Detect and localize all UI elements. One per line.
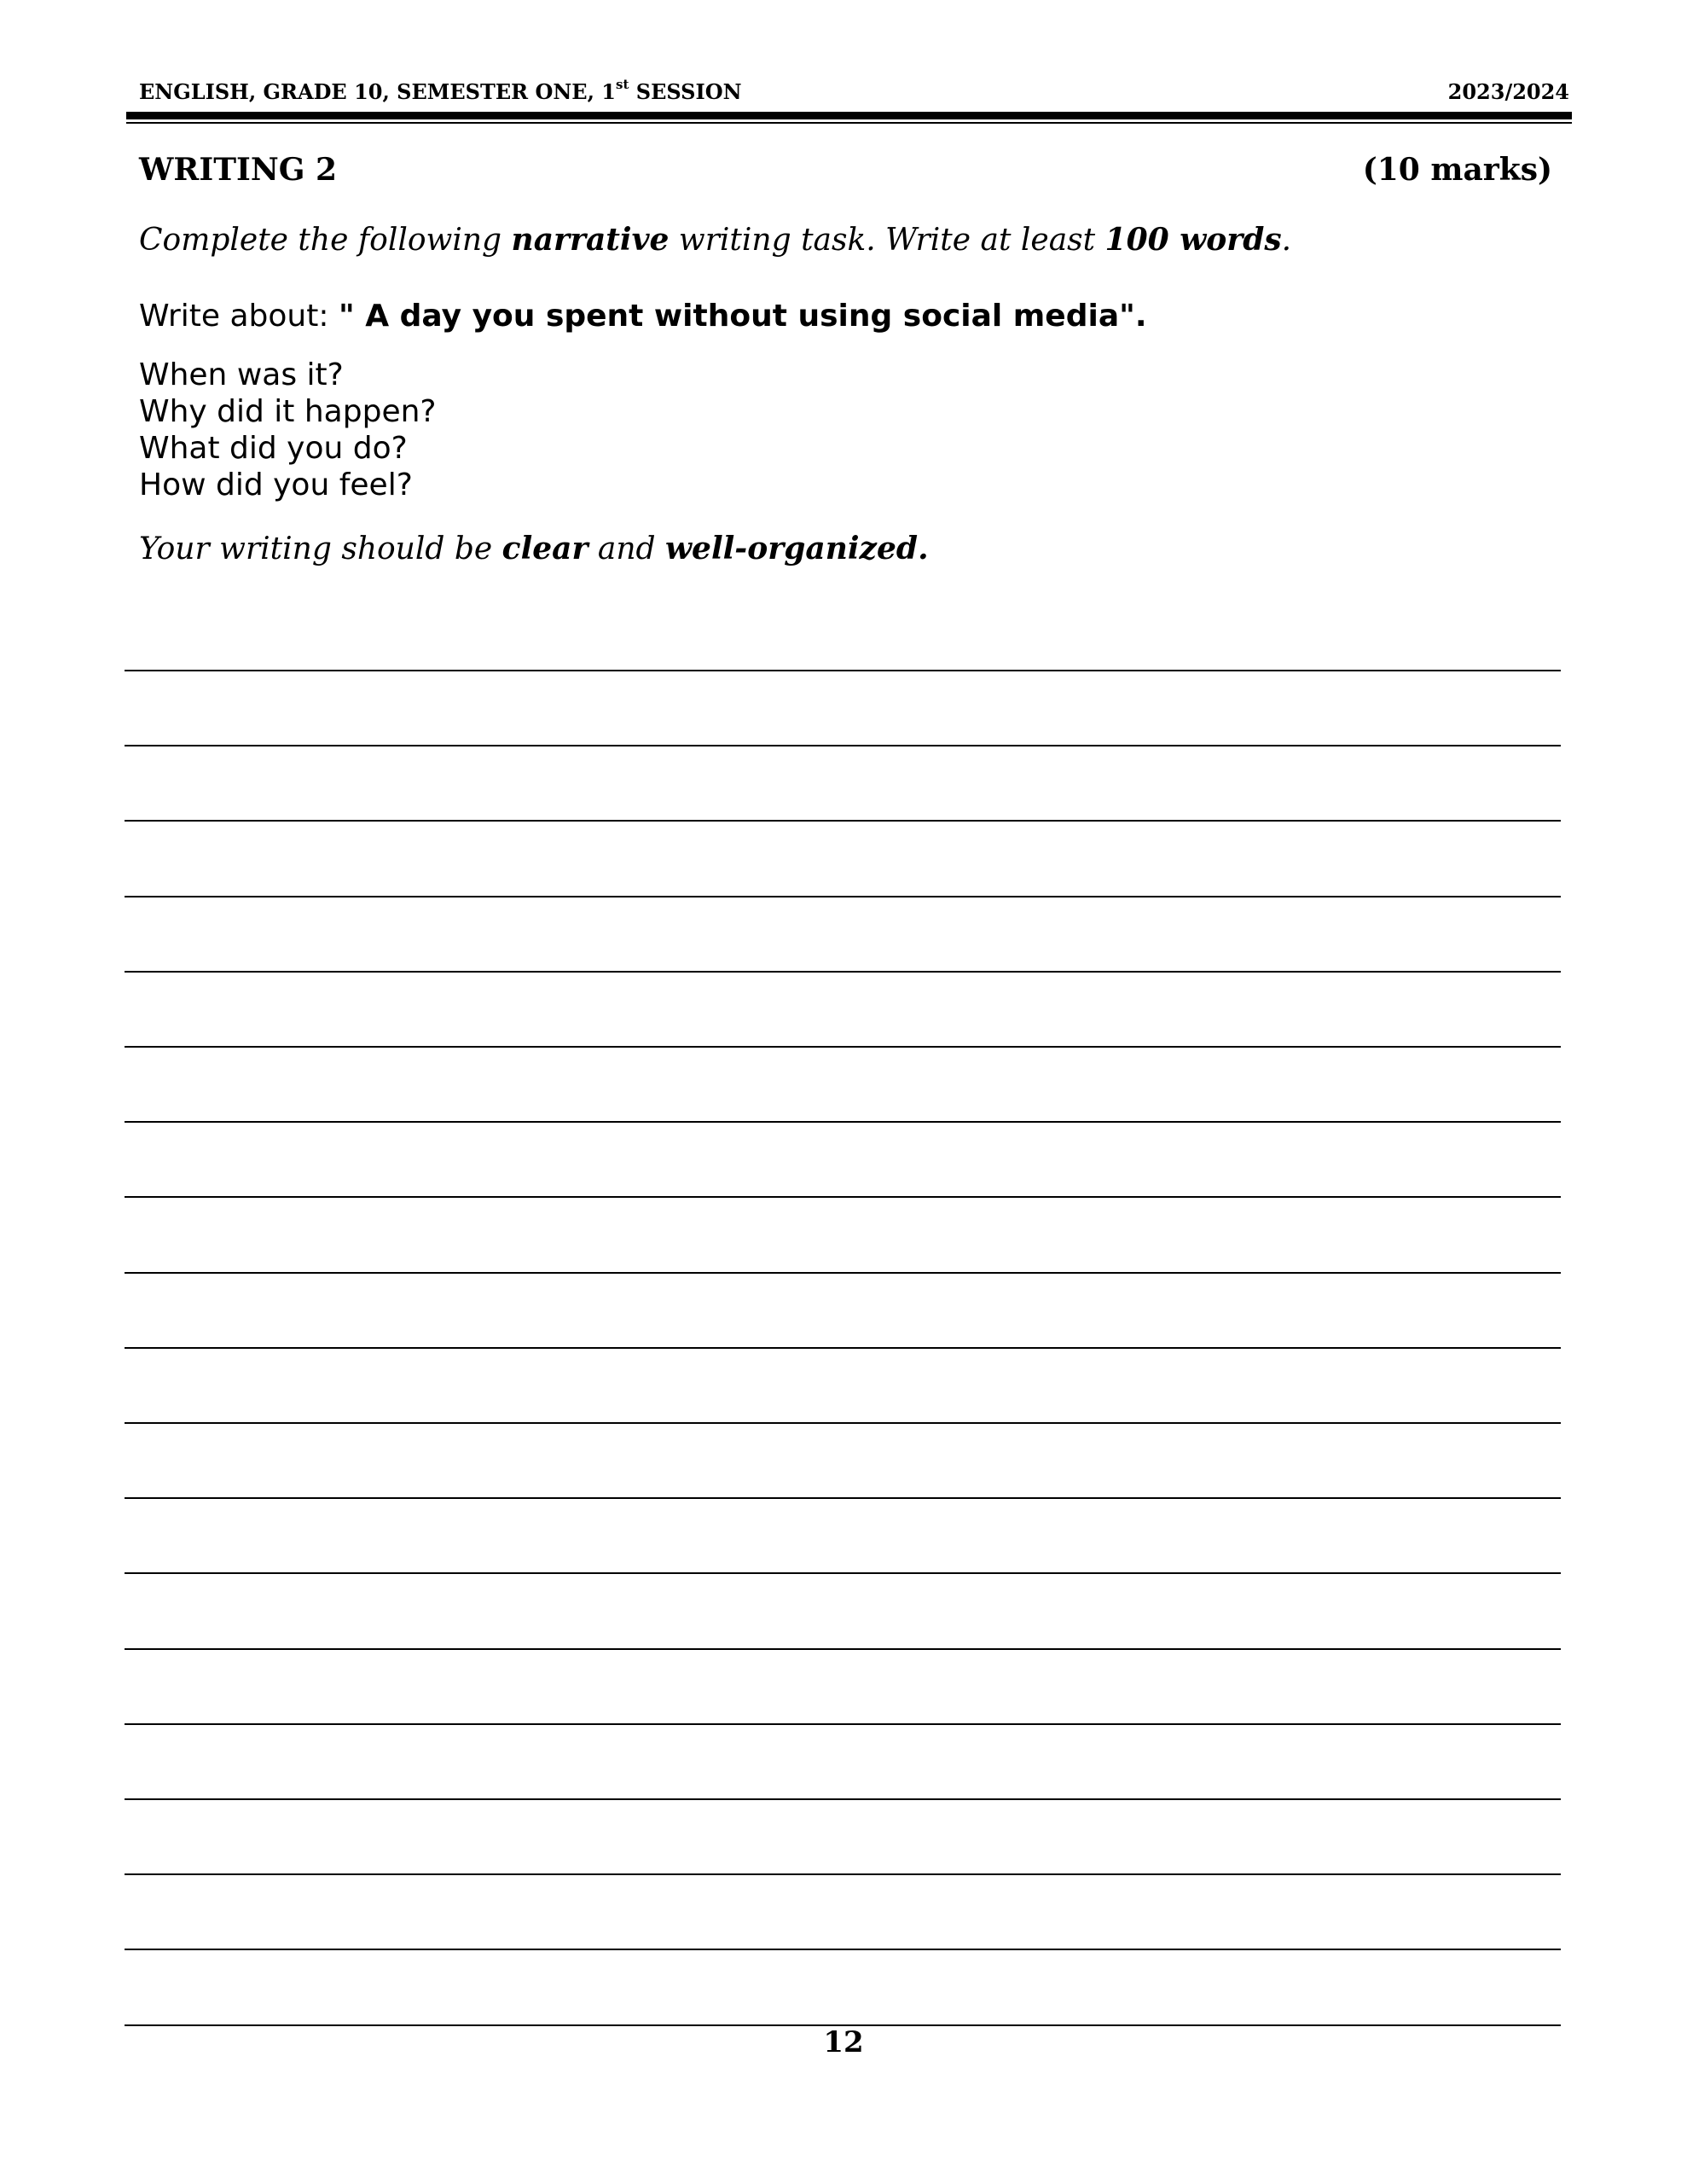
writing-line	[125, 1046, 1561, 1048]
writing-line	[125, 1723, 1561, 1725]
writing-line	[125, 1347, 1561, 1349]
writing-line	[125, 820, 1561, 822]
writing-line	[125, 1196, 1561, 1198]
writing-prompt: Write about: " A day you spent without using social media".	[139, 299, 1147, 334]
writing-line	[125, 1572, 1561, 1574]
header-year: 2023/2024	[1447, 79, 1569, 104]
guiding-question: Why did it happen?	[139, 394, 437, 429]
writing-area[interactable]	[125, 0, 1561, 2184]
guiding-question: What did you do?	[139, 431, 408, 466]
prompt-topic: " A day you spent without using social media".	[338, 299, 1147, 334]
writing-line	[125, 1949, 1561, 1950]
writing-line	[125, 745, 1561, 746]
task-instruction: Complete the following narrative writing task. Write at least 100 words.	[139, 222, 1292, 258]
writing-line	[125, 670, 1561, 671]
guiding-question: When was it?	[139, 357, 344, 392]
writing-line	[125, 896, 1561, 897]
guiding-question: How did you feel?	[139, 468, 413, 502]
writing-line	[125, 1272, 1561, 1274]
section-title: WRITING 2	[139, 152, 338, 188]
writing-line	[125, 1497, 1561, 1499]
page-number: 12	[823, 2025, 864, 2059]
writing-line	[125, 1798, 1561, 1800]
section-marks: (10 marks)	[1362, 152, 1552, 188]
writing-line	[125, 1121, 1561, 1123]
writing-line	[125, 1422, 1561, 1424]
header-subject: ENGLISH, GRADE 10, SEMESTER ONE, 1st SESSION	[139, 77, 742, 104]
writing-line	[125, 1873, 1561, 1875]
closing-instruction: Your writing should be clear and well-organized.	[139, 531, 929, 566]
writing-line	[125, 971, 1561, 973]
writing-line	[125, 1648, 1561, 1650]
